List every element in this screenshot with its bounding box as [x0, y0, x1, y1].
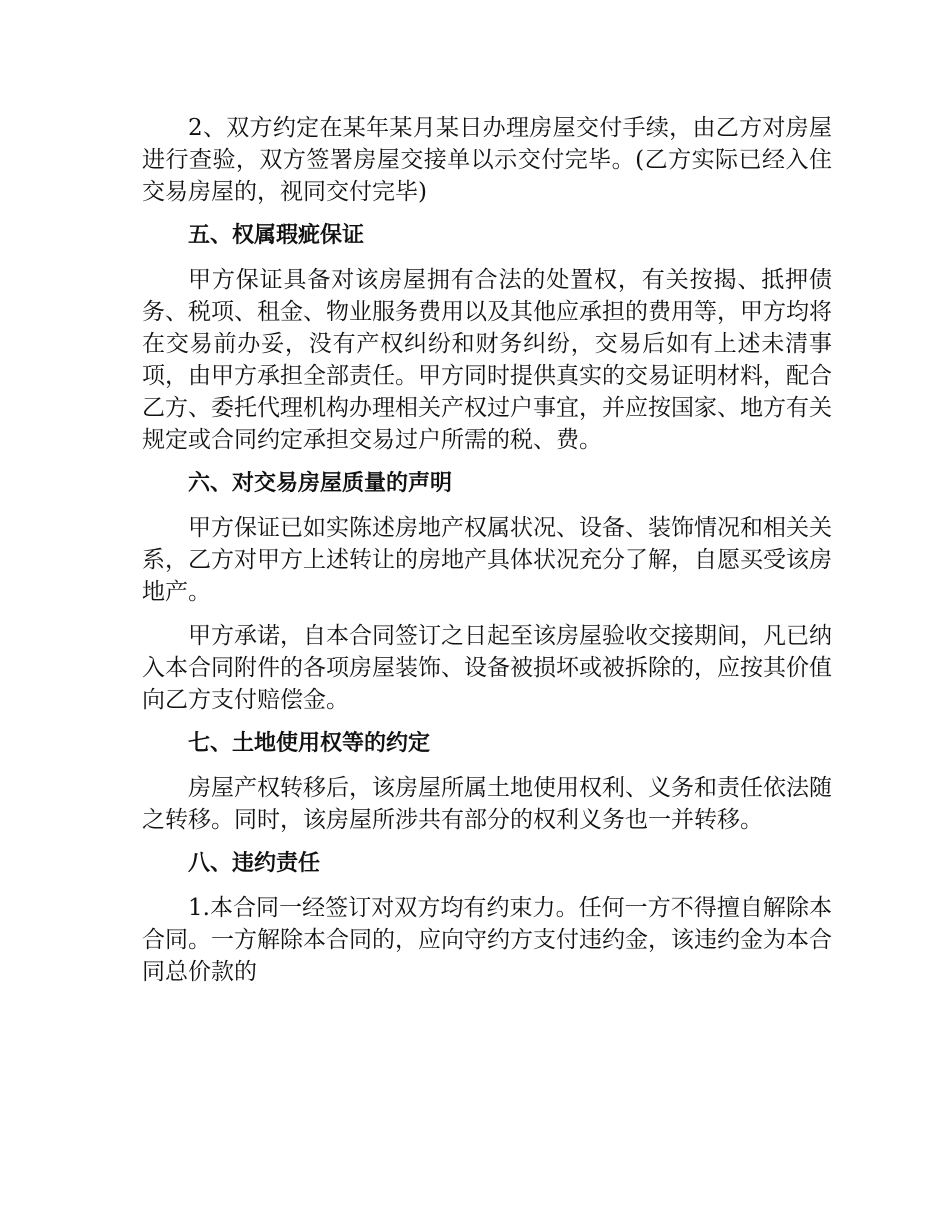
section-heading-quality-statement: 六、对交易房屋质量的声明	[188, 471, 453, 496]
paragraph-damage-compensation: 甲方承诺，自本合同签订之日起至该房屋验收交接期间，凡已纳入本合同附件的各项房屋装饰、设备被损坏或被拆除的，应按其价值向乙方支付赔偿金。	[142, 623, 832, 713]
section-heading-land-use-rights: 七、土地使用权等的约定	[188, 731, 431, 756]
paragraph-delivery-procedure: 2、双方约定在某年某月某日办理房屋交付手续，由乙方对房屋进行查验，双方签署房屋交接单以示交付完毕。(乙方实际已经入住交易房屋的，视同交付完毕)	[142, 115, 832, 205]
paragraph-land-use-rights: 房屋产权转移后，该房屋所属土地使用权利、义务和责任依法随之转移。同时，该房屋所涉共有部分的权利义务也一并转移。	[142, 775, 832, 833]
section-heading-breach-liability: 八、违约责任	[188, 851, 321, 876]
paragraph-title-defect-guarantee: 甲方保证具备对该房屋拥有合法的处置权，有关按揭、抵押债务、税项、租金、物业服务费用以及其他应承担的费用等，甲方均将在交易前办妥，没有产权纠纷和财务纠纷，交易后如有上述未清事项，由甲方承担全部责任。甲方同时提供真实的交易证明材料，配合乙方、委托代理机构办理相关产权过户事宜，并应按国家、地方有关规定或合同约定承担交易过户所需的税、费。	[142, 267, 832, 453]
section-heading-title-defect-guarantee: 五、权属瑕疵保证	[188, 223, 365, 248]
document-page	[142, 112, 832, 1000]
paragraph-breach-liability: 1.本合同一经签订对双方均有约束力。任何一方不得擅自解除本合同。一方解除本合同的，应向守约方支付违约金，该违约金为本合同总价款的	[142, 895, 832, 985]
paragraph-quality-statement: 甲方保证已如实陈述房地产权属状况、设备、装饰情况和相关关系，乙方对甲方上述转让的房地产具体状况充分了解，自愿买受该房地产。	[142, 515, 832, 605]
